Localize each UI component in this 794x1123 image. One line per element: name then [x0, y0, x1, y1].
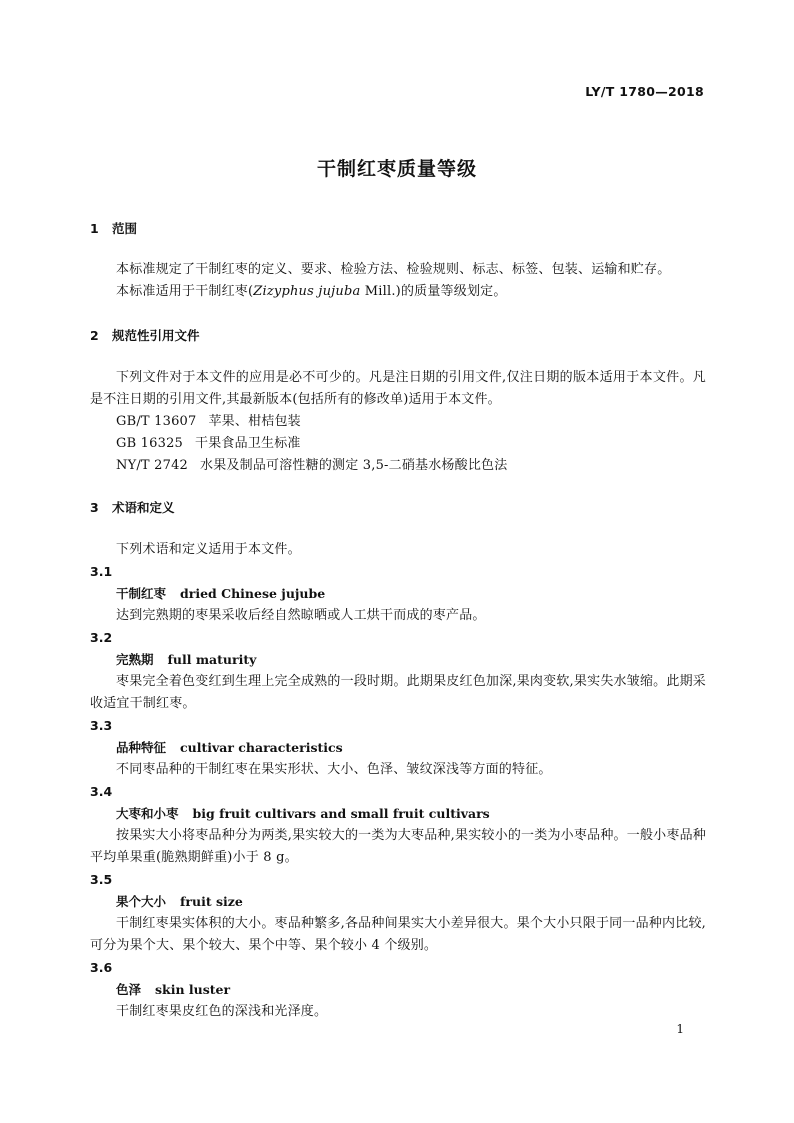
term-name [90, 803, 706, 825]
text-fragment: 本标准适用于干制红枣( [116, 284, 254, 299]
term-definition: 干制红枣果皮红色的深浅和光泽度。 [116, 1004, 328, 1019]
section-number: 1 [90, 221, 99, 236]
term-definition: 干制红枣果实体积的大小。枣品种繁多,各品种间果实大小差异很大。果个大小只限于同一品种内比较,可分为果个大、果个较大、果个中等、果个较小 4 个级别。 [90, 916, 706, 953]
section-title: 规范性引用文件 [112, 328, 200, 343]
term-definition: 不同枣品种的干制红枣在果实形状、大小、色泽、皱纹深浅等方面的特征。 [116, 762, 552, 777]
reference-code: GB/T 13607 [116, 414, 197, 429]
document-title: 干制红枣质量等级 [316, 158, 477, 180]
term-number: 3.4 [90, 784, 113, 799]
term-definition: 枣果完全着色变红到生理上完全成熟的一段时期。此期果皮红色加深,果肉变软,果实失水皱缩。此期采收适宜干制红枣。 [90, 674, 706, 711]
reference-title: 苹果、柑桔包装 [208, 414, 301, 429]
term-name-en: skin luster [155, 982, 231, 997]
reference-code: NY/T 2742 [116, 458, 189, 473]
section-heading [90, 498, 706, 518]
term-name [90, 583, 706, 605]
term-number: 3.3 [90, 718, 113, 733]
page-number: 1 [676, 1022, 684, 1036]
paragraph: 下列文件对于本文件的应用是必不可少的。凡是注日期的引用文件,仅注日期的版本适用于本文件。凡是不注日期的引用文件,其最新版本(包括所有的修改单)适用于本文件。 [90, 370, 706, 407]
section-scope [90, 219, 706, 239]
reference-title: 水果及制品可溶性糖的测定 3,5-二硝基水杨酸比色法 [200, 458, 508, 473]
paragraph-scope-applicability [90, 281, 706, 303]
term-number: 3.5 [90, 872, 113, 887]
term-number: 3.2 [90, 630, 113, 645]
section-number: 3 [90, 500, 99, 515]
paragraph-terms-intro: 下列术语和定义适用于本文件。 [116, 542, 301, 557]
term-definition: 达到完熟期的枣果采收后经自然晾晒或人工烘干而成的枣产品。 [116, 608, 486, 623]
section-number: 2 [90, 328, 99, 343]
term-name-en: fruit size [180, 894, 243, 909]
term-name-zh: 色泽 [116, 982, 142, 997]
term-name-en: cultivar characteristics [180, 740, 343, 755]
section-heading [90, 326, 706, 346]
section-terms [90, 498, 706, 518]
reference-title: 干果食品卫生标准 [195, 436, 301, 451]
term-name-en: dried Chinese jujube [180, 586, 326, 601]
reference-item [90, 411, 706, 433]
term-name [90, 737, 706, 759]
section-references-body [90, 367, 706, 477]
section-heading [90, 219, 706, 239]
paragraph: 本标准规定了干制红枣的定义、要求、检验方法、检验规则、标志、标签、包装、运输和贮存。 [116, 262, 671, 277]
scientific-name: Zizyphus jujuba [253, 284, 361, 299]
term-name [90, 891, 706, 913]
term-name-zh: 品种特征 [116, 740, 167, 755]
section-terms-body [90, 539, 706, 1023]
term-name-zh: 完熟期 [116, 652, 154, 667]
term-name [90, 979, 706, 1001]
term-definition: 按果实大小将枣品种分为两类,果实较大的一类为大枣品种,果实较小的一类为小枣品种。一般小枣品种平均单果重(脆熟期鲜重)小于 8 g。 [90, 828, 706, 865]
term-name-en: full maturity [167, 652, 257, 667]
term-name-zh: 果个大小 [116, 894, 167, 909]
term-name [90, 649, 706, 671]
term-number: 3.1 [90, 564, 113, 579]
term-name-zh: 干制红枣 [116, 586, 167, 601]
term-number: 3.6 [90, 960, 113, 975]
term-name-en: big fruit cultivars and small fruit cultivars [192, 806, 490, 821]
reference-item [90, 433, 706, 455]
section-normative-references [90, 326, 706, 346]
standard-code: LY/T 1780—2018 [585, 84, 704, 99]
section-title: 范围 [112, 221, 138, 236]
reference-code: GB 16325 [116, 436, 184, 451]
term-name-zh: 大枣和小枣 [116, 806, 179, 821]
text-fragment: Mill.)的质量等级划定。 [360, 284, 507, 299]
section-scope-body [90, 259, 706, 303]
reference-item [90, 455, 706, 477]
section-title: 术语和定义 [112, 500, 175, 515]
